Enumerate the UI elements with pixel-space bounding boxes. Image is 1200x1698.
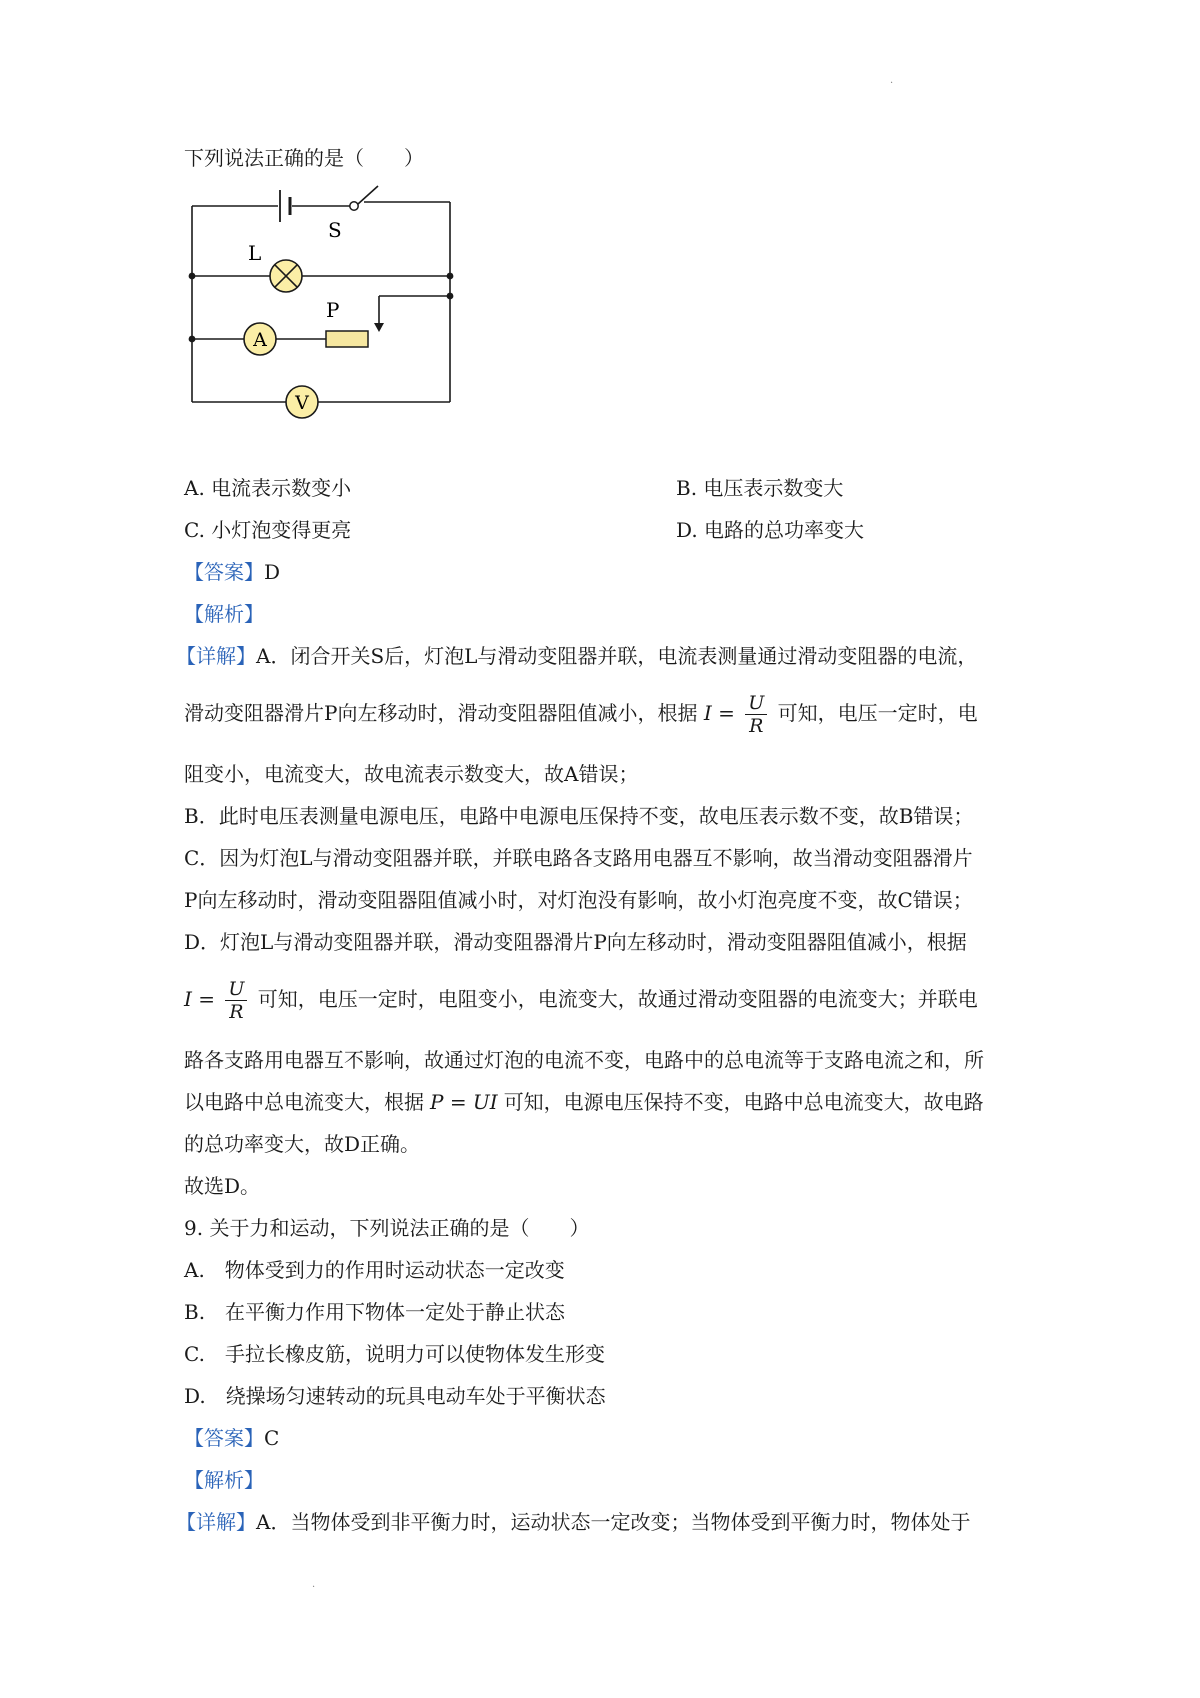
slider-arrow-icon [374, 323, 384, 332]
q8-stem: 下列说法正确的是（ ） [184, 146, 424, 170]
q8-detail-line-11: 的总功率变大，故D正确。 [184, 1132, 421, 1156]
q8-option-a: A. 电流表示数变小 [184, 476, 352, 500]
q8-detail-line-1: 【详解】A．闭合开关S后，灯泡L与滑动变阻器并联，电流表测量通过滑动变阻器的电流， [176, 644, 978, 668]
q8-conclusion: 故选D。 [184, 1174, 261, 1198]
q8-option-c: C. 小灯泡变得更亮 [184, 518, 352, 542]
q9-analysis-tag: 【解析】 [184, 1468, 264, 1492]
q8-answer [184, 558, 280, 586]
q8-detail-line-4: B．此时电压表测量电源电压，电路中电源电压保持不变，故电压表示数不变，故B错误； [184, 804, 974, 828]
q8-option-b: B. 电压表示数变大 [676, 476, 844, 500]
q8-option-d: D. 电路的总功率变大 [676, 518, 865, 542]
ammeter-label: A [253, 329, 267, 351]
answer-value: C [264, 1426, 280, 1450]
q8-detail-line-6: P向左移动时，滑动变阻器阻值减小时，对灯泡没有影响，故小灯泡亮度不变，故C错误； [184, 888, 973, 912]
voltmeter-label: V [295, 392, 309, 414]
q8-detail-line-3: 阻变小，电流变大，故电流表示数变大，故A错误； [184, 762, 639, 786]
junction-dot [447, 273, 454, 280]
formula-p-ui: P = UI [430, 1090, 498, 1114]
q9-option-a: A. 物体受到力的作用时运动状态一定改变 [184, 1258, 565, 1282]
junction-dot [447, 293, 454, 300]
rheostat-resistor [326, 331, 368, 347]
junction-dot [189, 273, 196, 280]
q9-answer [184, 1424, 279, 1452]
answer-tag: 【答案】 [184, 560, 264, 584]
formula-i: I [703, 701, 712, 725]
switch-label: S [328, 218, 342, 242]
scan-dot-top: · [890, 78, 894, 89]
lamp-label: L [248, 241, 262, 265]
q8-analysis-tag: 【解析】 [184, 602, 264, 626]
q8-detail-line-8: I = $\frac{U}{R}$ 可知，电压一定时，电阻变小，电流变大，故通过滑动变阻器的电流变大；并联电 [184, 978, 978, 1023]
detail-tag: 【详解】 [176, 644, 256, 668]
q9-detail-line-1: 【详解】A．当物体受到非平衡力时，运动状态一定改变；当物体受到平衡力时，物体处于 [176, 1510, 971, 1534]
q8-detail-line-5: C．因为灯泡L与滑动变阻器并联，并联电路各支路用电器互不影响，故当滑动变阻器滑片 [184, 846, 973, 870]
answer-value: D [264, 560, 281, 584]
q8-detail-line-9: 路各支路用电器互不影响，故通过灯泡的电流不变，电路中的总电流等于支路电流之和，所 [184, 1048, 984, 1072]
scan-dot-bottom: · [312, 1582, 316, 1593]
q9-option-b: B. 在平衡力作用下物体一定处于静止状态 [184, 1300, 566, 1324]
q9-option-c: C. 手拉长橡皮筋，说明力可以使物体发生形变 [184, 1342, 605, 1366]
q8-detail-line-10: 以电路中总电流变大，根据 P = UI 可知，电源电压保持不变，电路中总电流变大，故电路 [184, 1090, 984, 1114]
q8-detail-line-7: D．灯泡L与滑动变阻器并联，滑动变阻器滑片P向左移动时，滑动变阻器阻值减小，根据 [184, 930, 967, 954]
switch-contact [350, 202, 358, 210]
answer-tag: 【答案】 [184, 1426, 264, 1450]
circuit-diagram [180, 180, 480, 430]
q9-stem: 9. 关于力和运动，下列说法正确的是（ ） [184, 1216, 590, 1240]
slider-label: P [326, 298, 340, 322]
q9-option-d: D. 绕操场匀速转动的玩具电动车处于平衡状态 [184, 1384, 606, 1408]
detail-tag: 【详解】 [176, 1510, 256, 1534]
fraction-u-over-r: $\frac{U}{R}$ [745, 692, 767, 737]
junction-dot [189, 336, 196, 343]
fraction-u-over-r: $\frac{U}{R}$ [225, 978, 247, 1023]
q8-detail-line-2: 滑动变阻器滑片P向左移动时，滑动变阻器阻值减小，根据 I = $\frac{U}{R}$ 可知，电压一定时，电 [184, 692, 978, 737]
